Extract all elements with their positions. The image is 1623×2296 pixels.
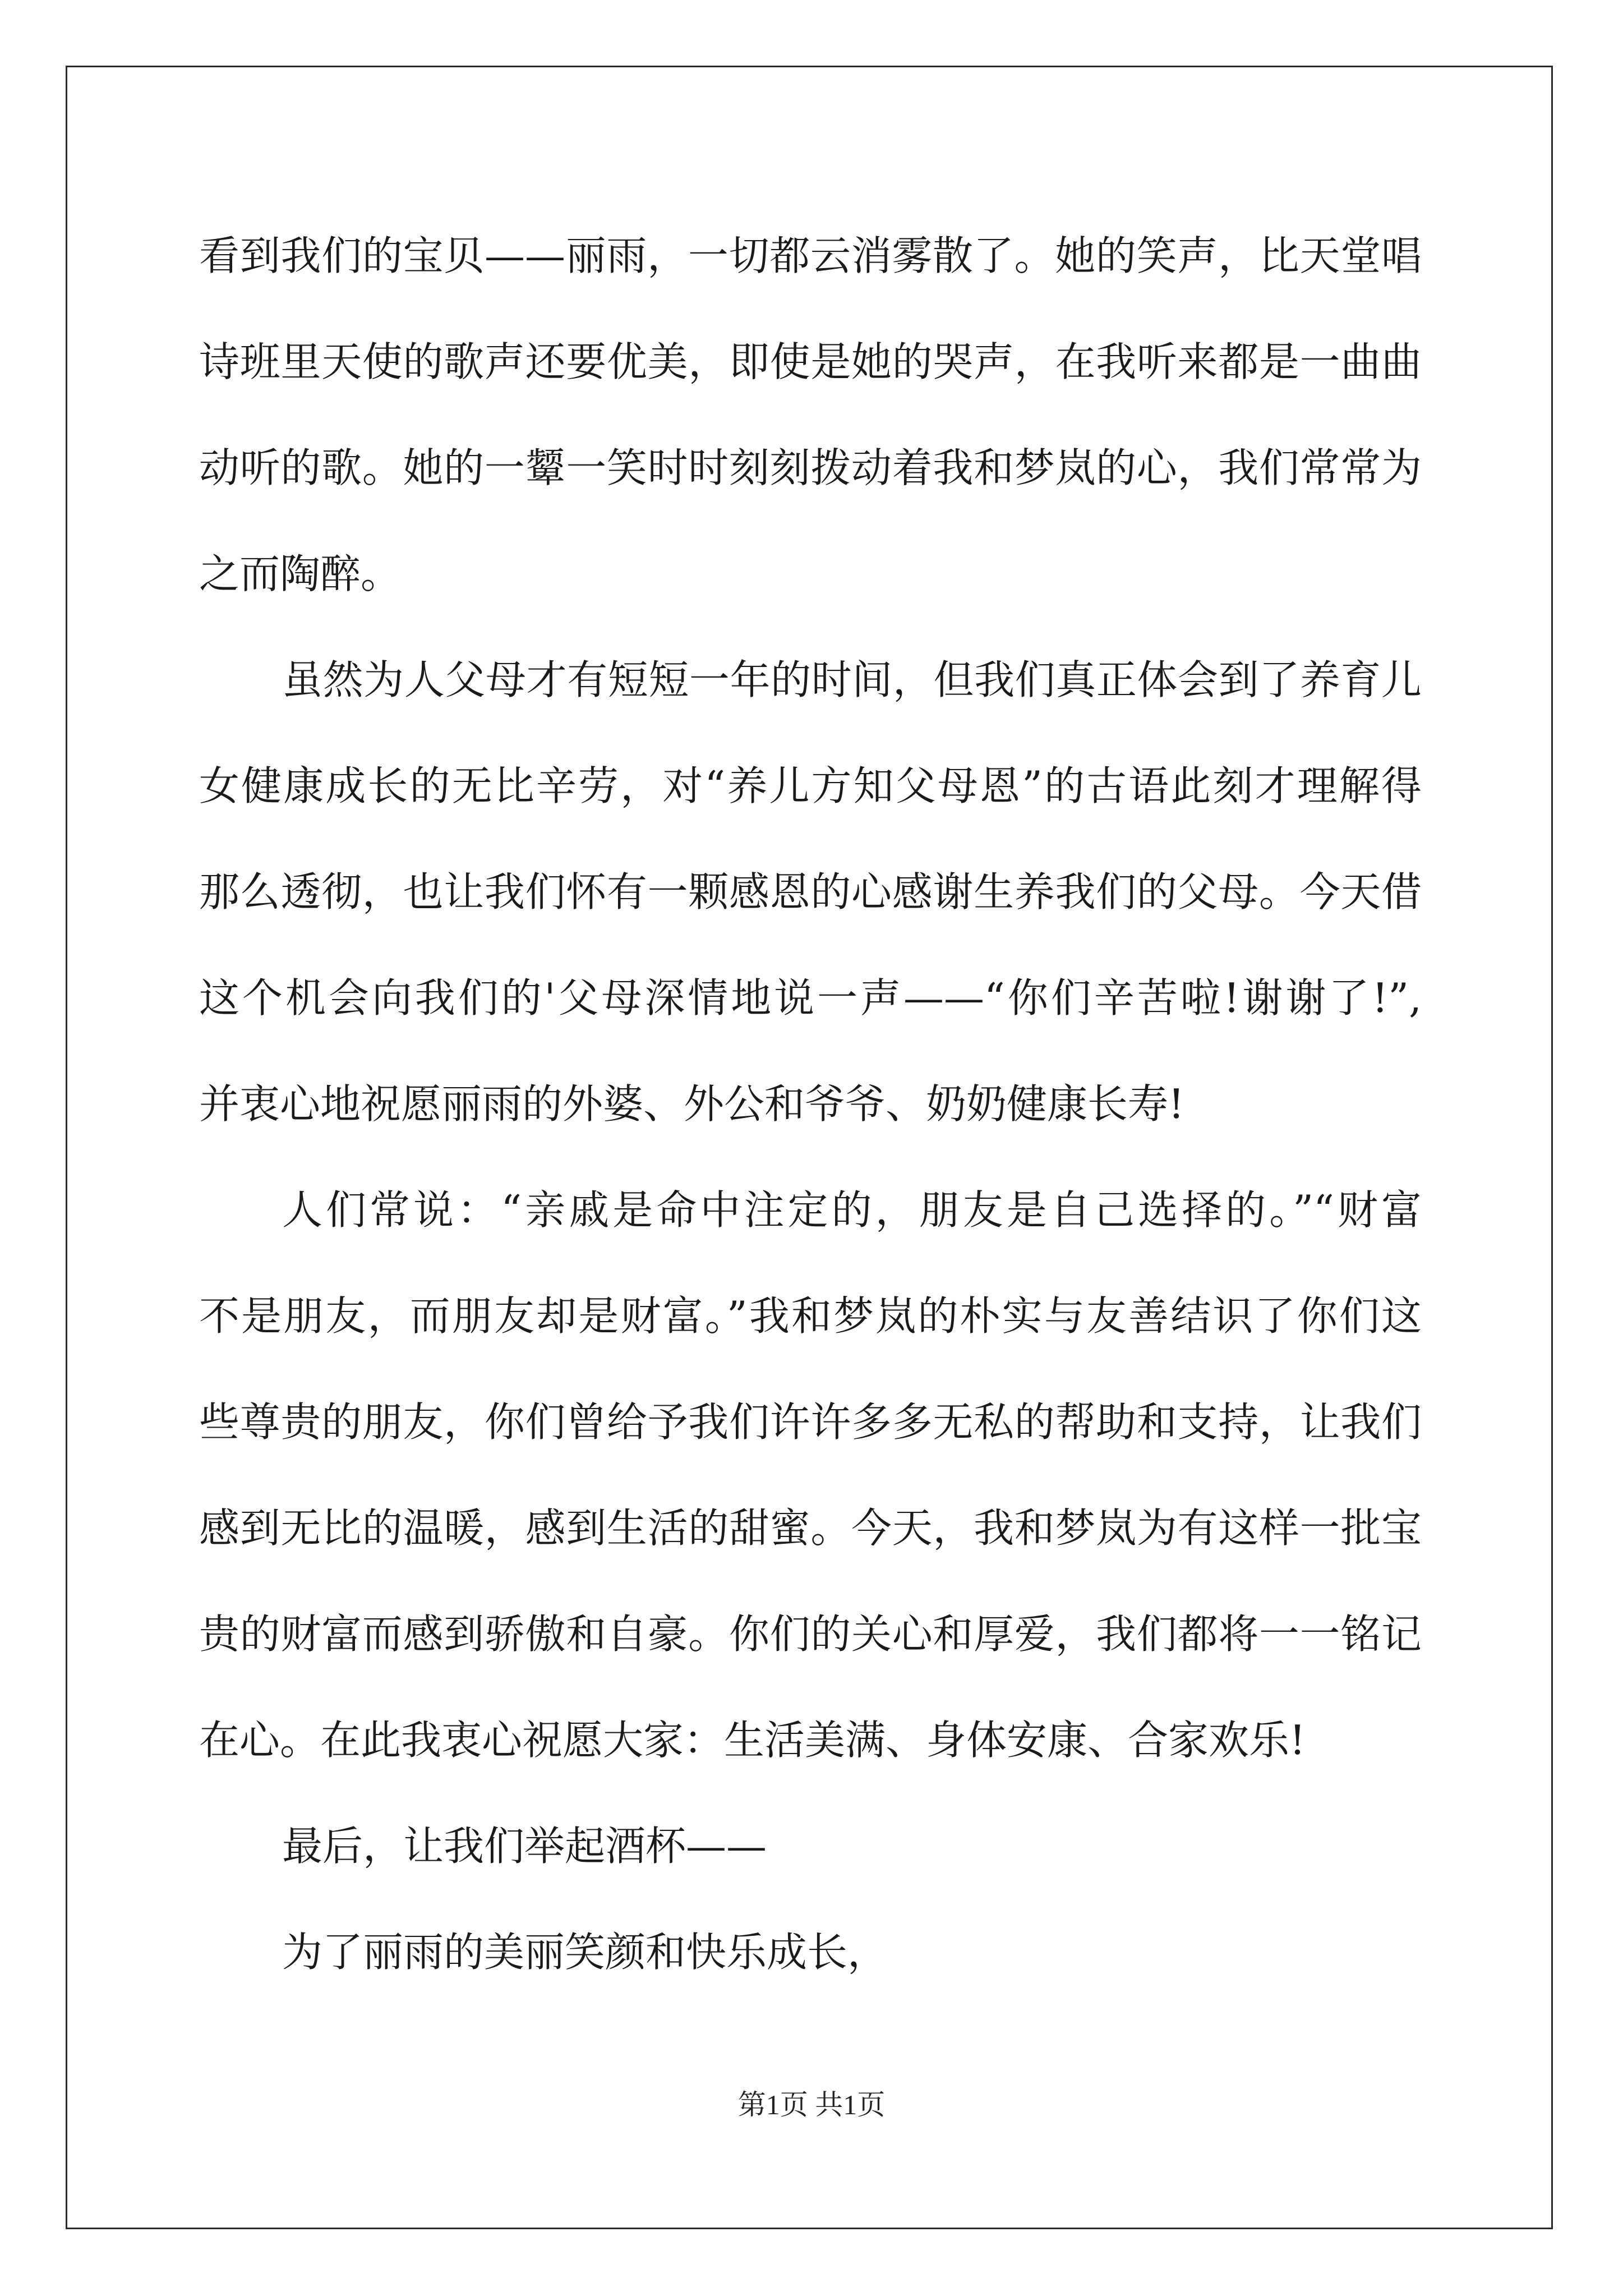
text-line: 女健康成长的无比辛劳，对“养儿方知父母恩”的古语此刻才理解得 <box>199 762 1422 809</box>
text-line: 并衷心地祝愿丽雨的外婆、外公和爷爷、奶奶健康长寿! <box>199 1080 1184 1128</box>
text-line: 些尊贵的朋友，你们曾给予我们许许多多无私的帮助和支持，让我们 <box>199 1398 1422 1446</box>
text-line: 动听的歌。她的一颦一笑时时刻刻拨动着我和梦岚的心，我们常常为 <box>199 444 1422 491</box>
paragraph-3 <box>199 1157 1422 1793</box>
text-line: 之而陶醉。 <box>199 550 402 597</box>
text-line: 为了丽雨的美丽笑颜和快乐成长， <box>282 1929 888 1976</box>
text-line: 虽然为人父母才有短短一年的时间，但我们真正体会到了养育儿 <box>282 656 1422 703</box>
page-number: 第1页 共1页 <box>737 2089 886 2120</box>
document-body <box>199 203 1422 2005</box>
paragraph-2 <box>199 627 1422 1157</box>
paragraph-1 <box>199 203 1422 627</box>
paragraph-4 <box>199 1793 1422 1899</box>
text-line: 诗班里天使的歌声还要优美，即使是她的哭声，在我听来都是一曲曲 <box>199 338 1422 385</box>
text-line: 看到我们的宝贝——丽雨，一切都云消雾散了。她的笑声，比天堂唱 <box>199 232 1422 279</box>
text-line: 这个机会向我们的'父母深情地说一声——“你们辛苦啦!谢谢了!”, <box>199 974 1422 1022</box>
text-line: 在心。在此我衷心祝愿大家：生活美满、身体安康、合家欢乐! <box>199 1717 1306 1764</box>
text-line: 最后，让我们举起酒杯—— <box>282 1823 767 1870</box>
text-line: 贵的财富而感到骄傲和自豪。你们的关心和厚爱，我们都将一一铭记 <box>199 1611 1422 1658</box>
text-line: 不是朋友，而朋友却是财富。”我和梦岚的朴实与友善结识了你们这 <box>199 1292 1422 1340</box>
text-line: 人们常说：“亲戚是命中注定的，朋友是自己选择的。”“财富 <box>282 1186 1422 1234</box>
text-line: 那么透彻，也让我们怀有一颗感恩的心感谢生养我们的父母。今天借 <box>199 868 1422 915</box>
paragraph-5 <box>199 1899 1422 2005</box>
text-line: 感到无比的温暖，感到生活的甜蜜。今天，我和梦岚为有这样一批宝 <box>199 1504 1422 1552</box>
